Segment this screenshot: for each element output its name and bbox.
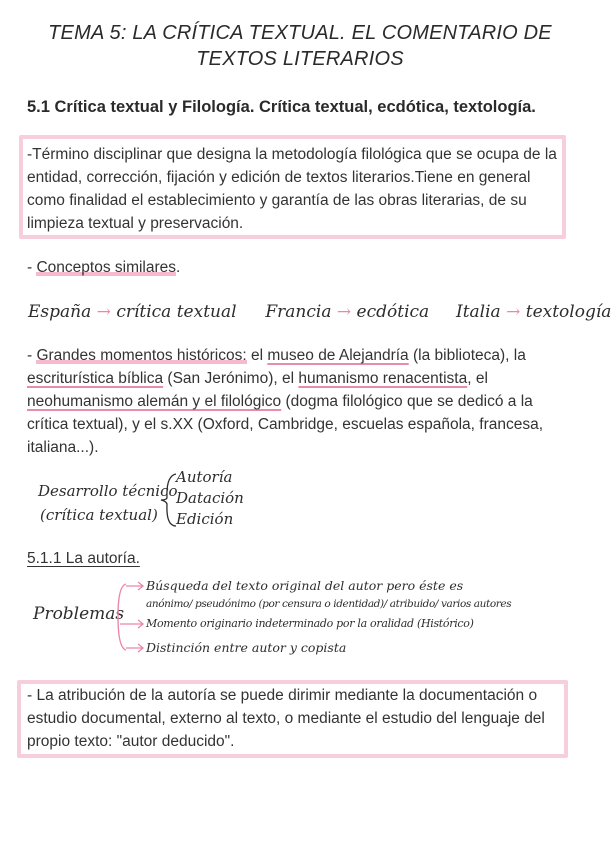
concept-term-france: ecdótica bbox=[356, 302, 430, 322]
concept-country-spain: España bbox=[28, 302, 92, 322]
problem-item-1-continued: anónimo/ pseudónimo (por censura o identidad)/ atribuido/ varios autores bbox=[146, 598, 512, 610]
problem-item-2: Momento originario indeterminado por la oralidad (Histórico) bbox=[146, 617, 474, 630]
section-heading-5-1: 5.1 Crítica textual y Filología. Crítica textual, ecdótica, textología. bbox=[27, 98, 536, 116]
development-label-line-2: (crítica textual) bbox=[40, 506, 158, 524]
moments-text: (San Jerónimo), el bbox=[163, 370, 299, 387]
moment-escrituristica: escriturística bíblica bbox=[27, 370, 164, 387]
section-heading-5-1-1: 5.1.1 La autoría. bbox=[27, 550, 140, 567]
arrow-icon: → bbox=[506, 302, 521, 322]
moments-prefix: - bbox=[27, 347, 37, 364]
problems-label: Problemas bbox=[33, 604, 125, 624]
handwritten-concepts-row bbox=[28, 302, 611, 322]
development-branch-autoria: Autoría bbox=[176, 468, 233, 486]
concepts-label: Conceptos similares bbox=[36, 259, 177, 276]
development-branch-edicion: Edición bbox=[176, 510, 234, 528]
historical-moments-paragraph bbox=[27, 344, 567, 459]
moments-label: Grandes momentos históricos: bbox=[36, 347, 247, 364]
problem-item-1: Búsqueda del texto original del autor pero éste es bbox=[146, 578, 464, 593]
moments-text: (dogma filológico que se dedicó a la crítica textual), y el s.XX (Oxford, Cambridge, escuelas española, francesa, italiana...). bbox=[27, 393, 544, 456]
development-bracket bbox=[158, 470, 178, 530]
title-line-2: TEXTOS LITERARIOS bbox=[196, 48, 404, 70]
concepts-prefix: - bbox=[27, 259, 37, 276]
moments-text: , el bbox=[467, 370, 488, 387]
page-title bbox=[0, 20, 600, 72]
problem-item-3: Distinción entre autor y copista bbox=[146, 640, 347, 655]
definition-text: -Término disciplinar que designa la metodología filológica que se ocupa de la entidad, corrección, fijación y edición de textos literarios.Tiene en general como finalidad el establecimiento y garantía de las obras literarias, de su limpieza textual y preservación. bbox=[27, 146, 557, 232]
moments-text: el bbox=[246, 347, 268, 364]
moment-museo: museo de Alejandría bbox=[267, 347, 409, 364]
arrow-icon: → bbox=[96, 302, 111, 322]
concept-country-france: Francia bbox=[265, 302, 332, 322]
development-label-line-1: Desarrollo técnico bbox=[38, 482, 178, 500]
attribution-text: - La atribución de la autoría se puede dirimir mediante la documentación o estudio documental, externo al texto, o mediante el estudio del lenguaje del propio texto: "autor deducido". bbox=[27, 687, 545, 750]
concept-country-italy: Italia bbox=[455, 302, 501, 322]
moments-text: (la biblioteca), la bbox=[408, 347, 526, 364]
concepts-line bbox=[27, 256, 180, 279]
problems-bracket bbox=[112, 578, 146, 658]
moment-humanismo: humanismo renacentista bbox=[298, 370, 468, 387]
development-branch-datacion: Datación bbox=[176, 489, 244, 507]
moment-neohumanismo: neohumanismo alemán y el filológico bbox=[27, 393, 282, 410]
concept-term-spain: crítica textual bbox=[116, 302, 237, 322]
title-line-1: TEMA 5: LA CRÍTICA TEXTUAL. EL COMENTARIO DE bbox=[48, 22, 552, 44]
concept-term-italy: textología bbox=[525, 302, 611, 322]
arrow-icon: → bbox=[336, 302, 352, 322]
concepts-suffix: . bbox=[176, 259, 181, 276]
